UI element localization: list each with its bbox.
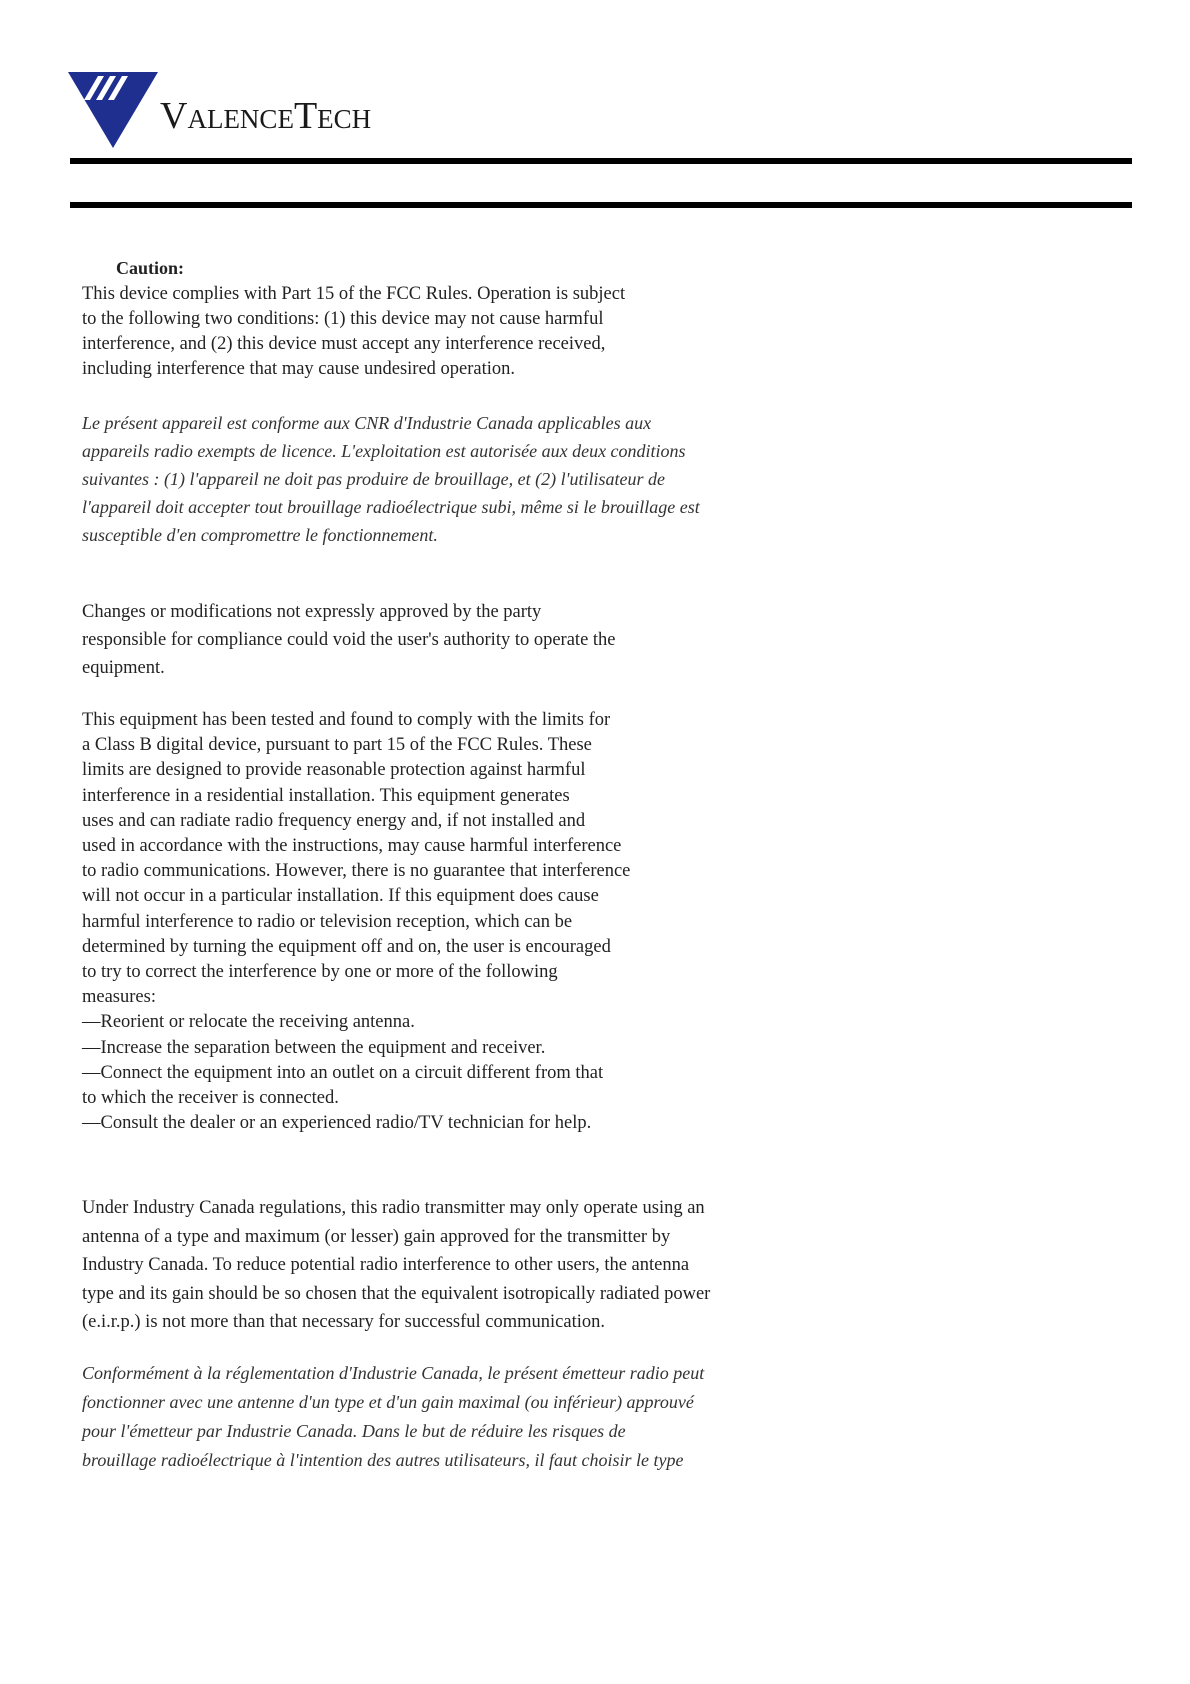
brand-name: VALENCETECH (160, 95, 372, 137)
french-ic-paragraph: Le présent appareil est conforme aux CNR d'Industrie Canada applicables aux appareils radio exempts de licence. L'exploitation est autorisée aux deux conditions suivantes : (1) l'appareil ne doit pas produire de brouillage, et (2) l'utilisateur de l'appareil doit accepter tout brouillage radioélectrique subi, même si le brouillage est susceptible d'en compromettre le fonctionnement. (82, 413, 700, 545)
company-logo (68, 70, 448, 150)
measure-item: —Connect the equipment into an outlet on a circuit different from that (82, 1062, 604, 1083)
header-rule-bottom (70, 202, 1132, 208)
caution-title: Caution: (116, 258, 185, 278)
class-b-paragraph: This equipment has been tested and found to comply with the limits for a Class B digital device, pursuant to part 15 of the FCC Rules. These limits are designed to provide reasonable protection against harmful interference in a residential installation. This equipment generates uses and can radiate radio frequency energy and, if not installed and used in accordance with the instructions, may cause harmful interference to radio communications. However, there is no guarantee that interference will not occur in a particular installation. If this equipment does cause harmful interference to radio or television reception, which can be determined by turning the equipment off and on, the user is encouraged to try to correct the interference by one or more of the following measures: —Reorient or relocate the receiving antenna. —Increase the separation between the equipment and receiver. —Connect the equipment into an outlet on a circuit different from that to which the receiver is connected. —Consult the dealer or an experienced radio/TV technician for help. (82, 708, 630, 1136)
fcc-part15-paragraph: This device complies with Part 15 of the FCC Rules. Operation is subject to the following two conditions: (1) this device may not cause harmful interference, and (2) this device must accept any interference received, including interference that may cause undesired operation. (82, 284, 626, 379)
french-antenna-paragraph: Conformément à la réglementation d'Industrie Canada, le présent émetteur radio peut fonctionner avec une antenne d'un type et d'un gain maximal (ou inférieur) approuvé pour l'émetteur par Industrie Canada. Dans le but de réduire les risques de brouillage radioélectrique à l'intention des autres utilisateurs, il faut choisir le type (82, 1363, 705, 1470)
measure-item: —Reorient or relocate the receiving antenna. (82, 1012, 415, 1033)
industry-canada-paragraph: Under Industry Canada regulations, this radio transmitter may only operate using an antenna of a type and maximum (or lesser) gain approved for the transmitter by Industry Canada. To reduce potential radio interference to other users, the antenna type and its gain should be so chosen that the equivalent isotropically radiated power (e.i.r.p.) is not more than that necessary for successful communication. (82, 1198, 711, 1332)
header-rule-top (70, 158, 1132, 164)
changes-paragraph: Changes or modifications not expressly approved by the party responsible for compliance could void the user's authority to operate the equipment. (82, 602, 616, 678)
measure-item: —Consult the dealer or an experienced radio/TV technician for help. (82, 1113, 592, 1134)
valencetech-triangle-logo-icon (68, 70, 160, 150)
measure-item: —Increase the separation between the equipment and receiver. (82, 1037, 546, 1058)
